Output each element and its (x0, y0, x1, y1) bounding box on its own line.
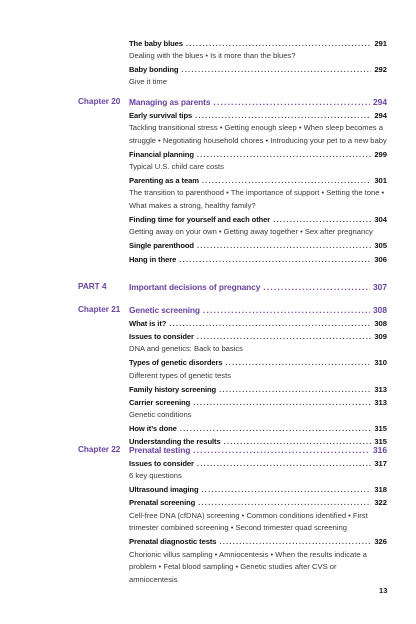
chapter-title: Prenatal testing (129, 445, 191, 455)
toc-entry[interactable] (129, 330, 387, 343)
entry-title: Types of genetic disorders (129, 358, 223, 368)
entry-page: 309 (374, 332, 387, 342)
entry-page: 294 (374, 111, 387, 120)
entry-description: Getting away on your own • Getting away together • Sex after pregnancy (129, 227, 373, 237)
chapter-page: 308 (373, 305, 387, 315)
entry-page: 301 (374, 176, 387, 186)
part-heading[interactable] (129, 280, 387, 294)
leader-dots (193, 443, 370, 457)
toc-entry[interactable] (129, 37, 387, 50)
entry-description: Chorionic villus sampling • Amniocentesis • When the results indicate a problem • Fetal blood sampling • Genetic studies after CVS or amniocentesis (129, 549, 367, 584)
entry-title: Finding time for yourself and each other (129, 215, 271, 225)
part-page: 307 (373, 282, 387, 292)
leader-dots (197, 239, 371, 252)
toc-entry[interactable] (129, 496, 387, 509)
entry-title: Early survival tips (129, 111, 193, 120)
entry-page: 304 (374, 215, 387, 225)
leader-dots (193, 396, 371, 409)
leader-dots (273, 213, 371, 226)
entry-title: The baby blues (129, 39, 183, 48)
entry-page: 322 (374, 498, 387, 508)
part-label: PART 4 (78, 282, 107, 291)
toc-entry[interactable] (129, 396, 387, 409)
toc-entry[interactable] (129, 422, 387, 435)
entry-description: 6 key questions (129, 471, 182, 481)
entry-page: 315 (374, 424, 387, 434)
leader-dots (198, 496, 371, 509)
entry-title: Prenatal screening (129, 498, 196, 508)
leader-dots (225, 356, 371, 369)
toc-entry[interactable] (129, 239, 387, 252)
toc-entry[interactable] (129, 174, 387, 187)
entry-description: Cell-free DNA (cfDNA) screening • Common conditions identified • First trimester combined screening • Second trimester quad screening (129, 510, 368, 533)
entry-title: What is it? (129, 319, 167, 328)
entry-page: 313 (374, 384, 387, 394)
chapter-title: Managing as parents (129, 97, 211, 107)
entry-page: 317 (374, 459, 387, 468)
leader-dots (202, 174, 371, 187)
chapter-label: Chapter 21 (78, 305, 121, 314)
entry-title: Financial planning (129, 149, 194, 159)
entry-description: Give it time (129, 77, 167, 87)
entry-title: Ultrasound imaging (129, 485, 199, 495)
chapter-title: Genetic screening (129, 305, 200, 315)
entry-page: 308 (374, 319, 387, 328)
entry-title: How it’s done (129, 424, 177, 434)
leader-dots (179, 253, 371, 266)
leader-dots (180, 422, 372, 435)
entry-page: 299 (374, 149, 387, 159)
toc-entry[interactable] (129, 213, 387, 226)
entry-description: The transition to parenthood • The importance of support • Setting the tone • What makes a strong, healthy family? (129, 188, 385, 210)
toc-entry[interactable] (129, 63, 387, 76)
entry-page: 315 (374, 437, 387, 447)
entry-title: Parenting as a team (129, 176, 199, 186)
entry-page: 292 (374, 65, 387, 75)
entry-title: Single parenthood (129, 241, 194, 251)
leader-dots (203, 303, 370, 317)
entry-title: Baby bonding (129, 65, 179, 75)
leader-dots (213, 95, 370, 109)
leader-dots (169, 317, 371, 330)
leader-dots (219, 383, 371, 396)
entry-description: DNA and genetics: Back to basics (129, 344, 243, 354)
entry-description: Tackling transitional stress • Getting enough sleep • When sleep becomes a struggle • Negotiating household chores • Introducing your pet to a new baby (129, 123, 387, 145)
toc-entries (129, 317, 387, 449)
entry-description: Different types of genetic tests (129, 370, 232, 380)
leader-dots (197, 148, 371, 161)
entry-description: Typical U.S. child care costs (129, 162, 224, 172)
chapter-heading[interactable] (129, 443, 387, 457)
part-title: Important decisions of pregnancy (129, 282, 261, 292)
entry-description: Genetic conditions (129, 410, 192, 420)
toc-entry[interactable] (129, 148, 387, 161)
entry-title: Understanding the results (129, 437, 221, 447)
chapter-content (129, 443, 387, 587)
entry-title: Family history screening (129, 384, 217, 394)
entry-title: Carrier screening (129, 397, 191, 407)
chapter-content (129, 95, 387, 266)
entry-title: Prenatal diagnostic tests (129, 537, 217, 547)
toc-entry[interactable] (129, 383, 387, 396)
toc-entry[interactable] (129, 356, 387, 369)
entry-page: 291 (374, 39, 387, 48)
chapter-page: 316 (373, 445, 387, 455)
chapter-label: Chapter 20 (78, 97, 121, 106)
chapter-label: Chapter 22 (78, 445, 121, 454)
toc-entry[interactable] (129, 457, 387, 470)
toc-entry[interactable] (129, 535, 387, 548)
entry-page: 326 (374, 537, 387, 547)
entry-title: Issues to consider (129, 332, 194, 342)
leader-dots (197, 457, 371, 470)
entry-title: Issues to consider (129, 459, 194, 468)
toc-entry[interactable] (129, 253, 387, 266)
leader-dots (195, 109, 371, 122)
leader-dots (263, 280, 370, 294)
entry-page: 310 (374, 358, 387, 368)
page-number: 13 (379, 586, 388, 595)
leader-dots (181, 63, 371, 76)
toc-entries (129, 109, 387, 266)
leader-dots (219, 535, 371, 548)
entry-title: Hang in there (129, 254, 177, 264)
leader-dots (186, 37, 371, 50)
chapter-heading[interactable] (129, 95, 387, 109)
toc-entries (129, 457, 387, 586)
toc-entries (129, 37, 387, 90)
entry-page: 313 (374, 397, 387, 407)
part-content (129, 280, 387, 294)
entry-page: 305 (374, 241, 387, 251)
leader-dots (197, 330, 371, 343)
chapter-content (129, 303, 387, 449)
entry-description: Dealing with the blues • Is it more than the blues? (129, 51, 296, 61)
entry-page: 306 (374, 254, 387, 264)
leader-dots (202, 483, 372, 496)
toc-entry[interactable] (129, 317, 387, 330)
entry-page: 318 (374, 485, 387, 495)
chapter-heading[interactable] (129, 303, 387, 317)
chapter-page: 294 (373, 97, 387, 107)
toc-entry[interactable] (129, 109, 387, 122)
toc-entry[interactable] (129, 483, 387, 496)
